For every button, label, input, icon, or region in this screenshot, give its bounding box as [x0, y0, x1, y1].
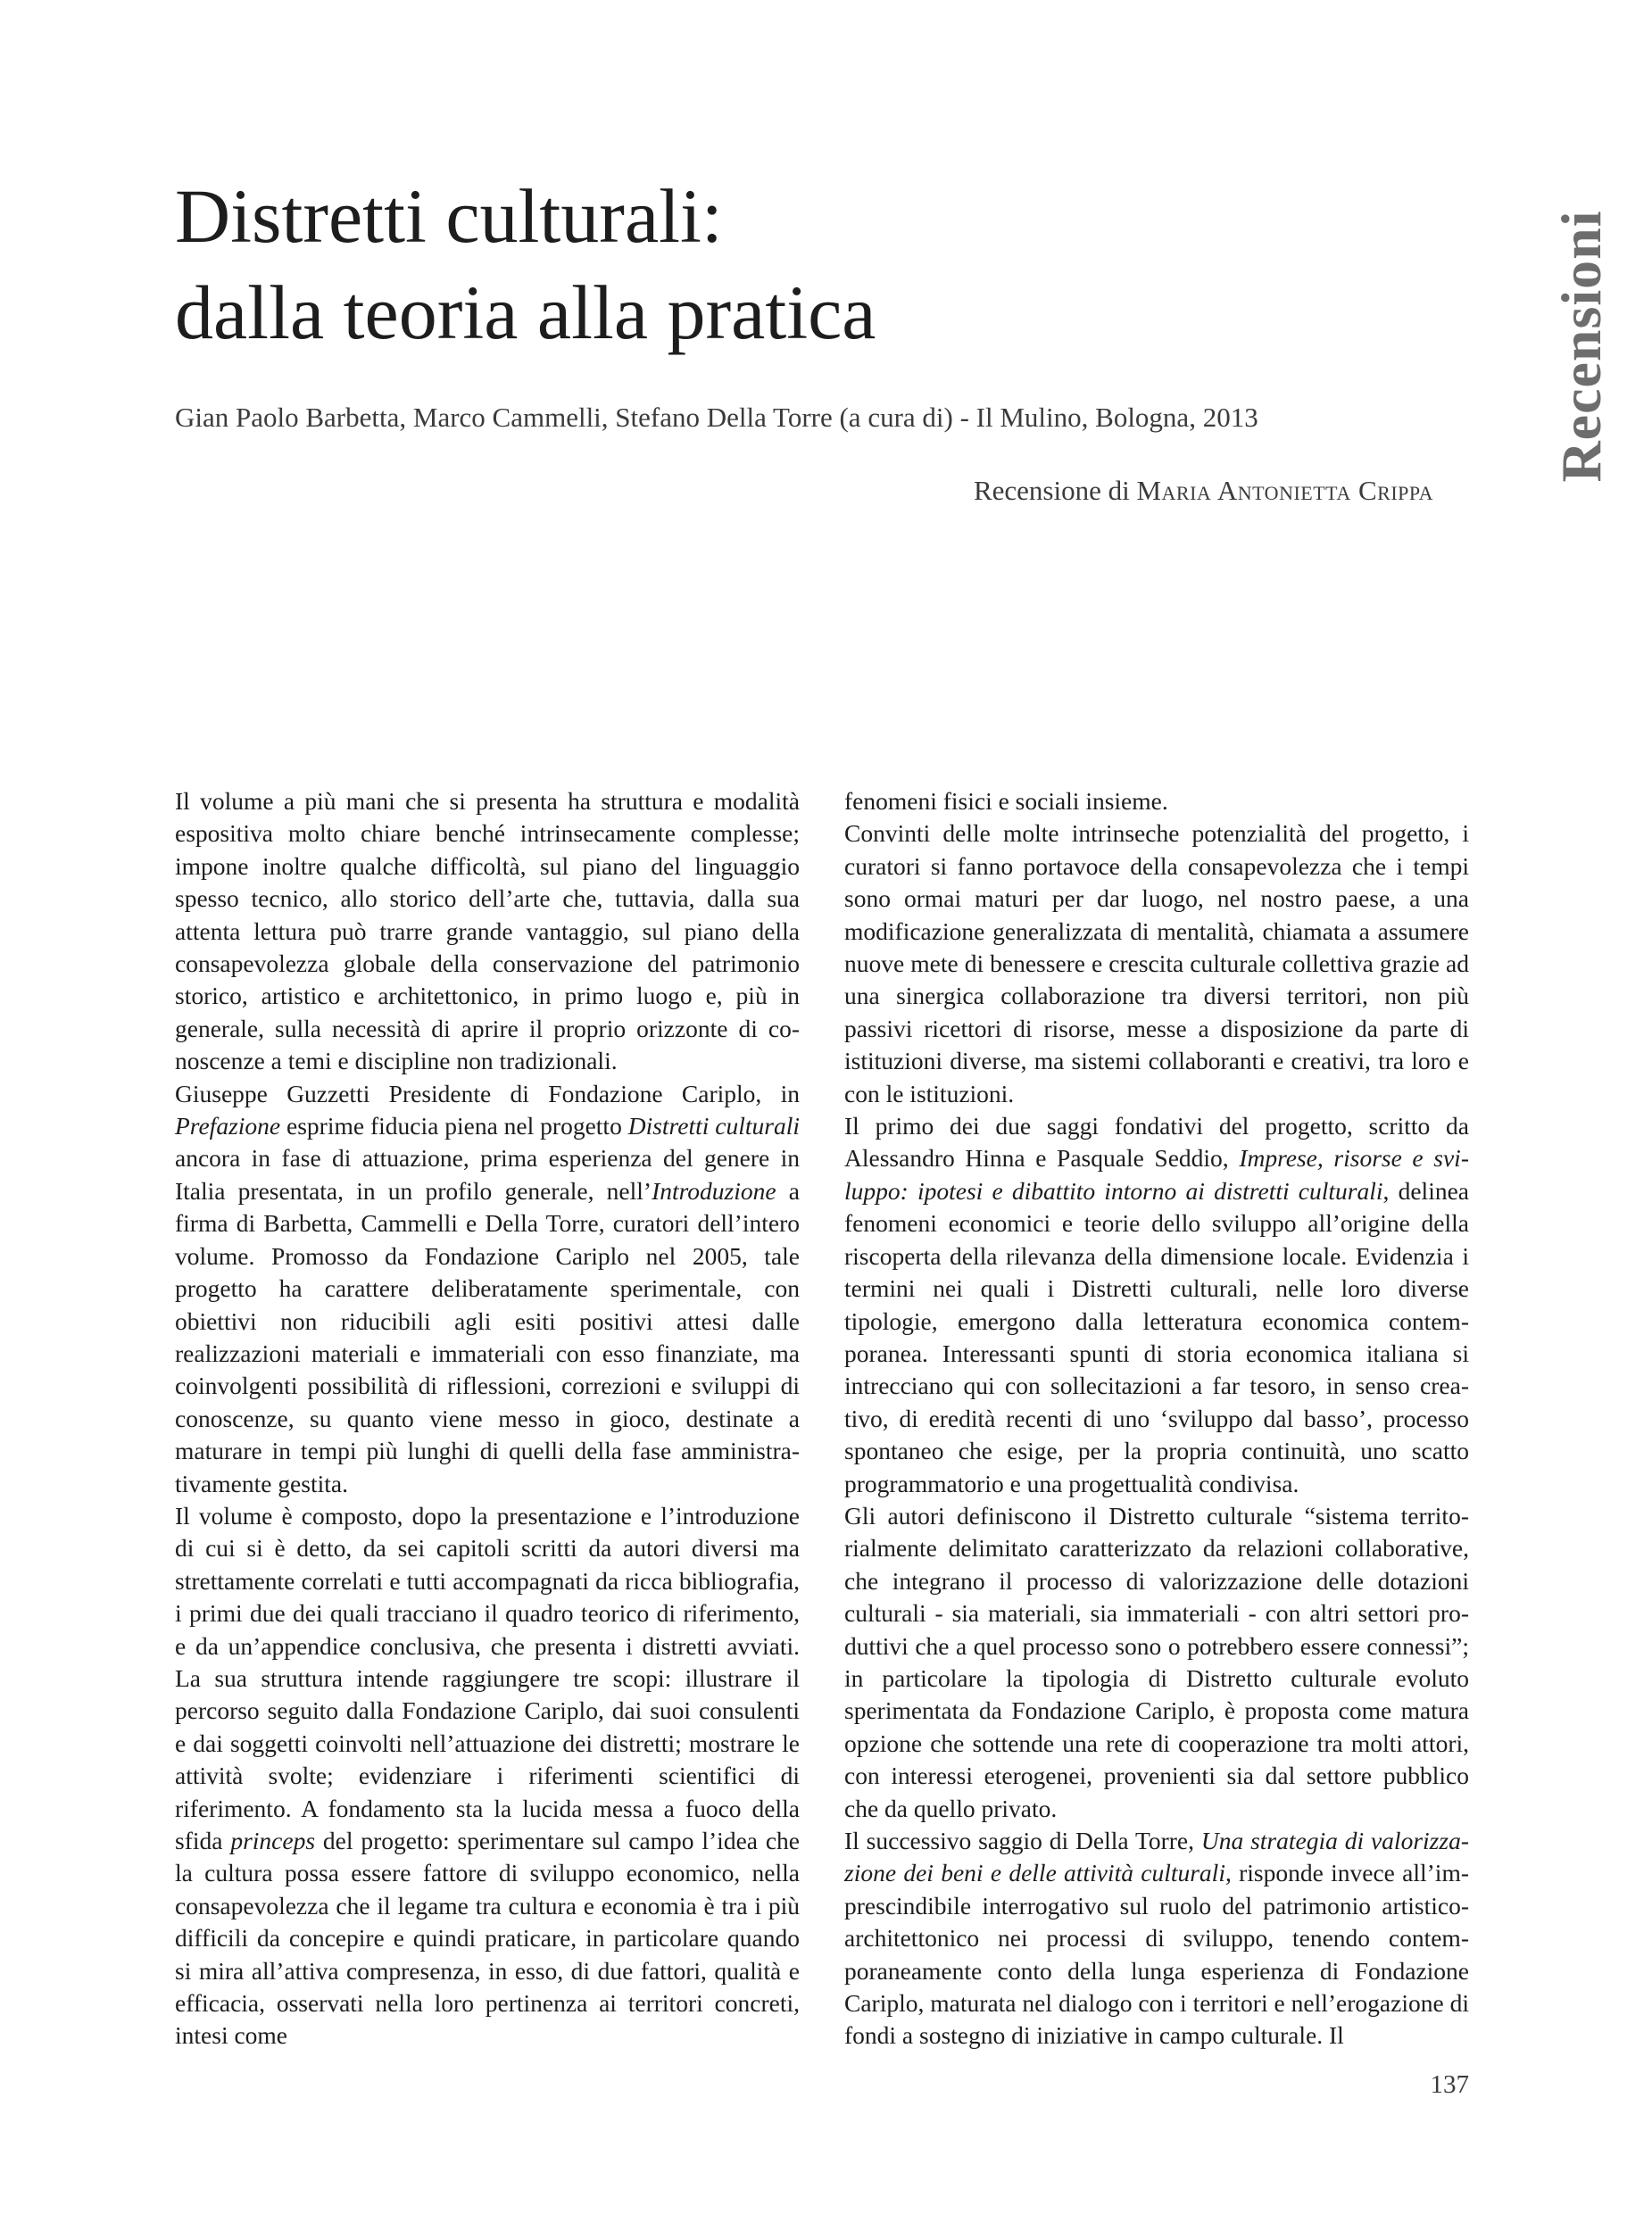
paragraph-text: Il volume è composto, dopo la presentazione e l’introduzione di cui si è detto, da sei capitoli scritti da autori diversi ma strettamente correlati e tutti accompagnati da ricca bibliografia, i primi due dei quali tracciano il quadro teorico di riferimento, e da un’appendice conclusiva, che presenta i distretti avviati. La sua struttura intende raggiungere tre scopi: illustrare il percorso seguito dalla Fondazione Cariplo, dai suoi consulenti e dai soggetti coinvolti nell’attuazione dei distretti; mostrare le attività svolte; evidenziare i riferimenti scientifici di riferimento. A fondamento sta la lucida messa a fuoco della sfida	[175, 1501, 800, 1854]
paragraph-text: del progetto: sperimentare sul campo l’idea che la cultura possa essere fattore di sviluppo economico, nella consapevolezza che il legame tra cultura e economia è tra i più difficili da concepire e quindi praticare, in particolare quando si mira all’attiva compresenza, in esso, di due fattori, qualità e efficacia, osservati nella loro pertinenza ai territori concreti, intesi come	[175, 1827, 800, 2050]
book-citation: Gian Paolo Barbetta, Marco Cammelli, Stefano Della Torre (a cura di) - Il Mulino, Bologna, 2013	[175, 402, 1258, 433]
paragraph-text: Gli autori definiscono il Distretto culturale “sistema territorialmente delimitato caratterizzato da relazioni collaborative, che integrano il processo di valorizzazione delle dotazioni culturali - sia materiali, sia immateriali - con altri settori produttivi che a quel processo sono o potrebbero essere connessi”; in particolare la tipologia di Distretto culturale evoluto sperimentata da Fondazione Cariplo, è proposta come matura opzione che sottende una rete di cooperazione tra molti attori, con interessi eterogenei, provenienti sia dal settore pubblico che da quello privato.	[844, 1501, 1469, 1822]
italic-title-text: princeps	[230, 1827, 316, 1854]
section-tab-label: Recensioni	[1549, 210, 1613, 483]
article-title	[175, 168, 1514, 361]
section-tab	[1528, 203, 1635, 489]
italic-title-text: Introduzione	[652, 1176, 776, 1205]
paragraph-text: esprime fiducia piena nel progetto	[280, 1112, 628, 1140]
right-text-column	[844, 785, 1469, 2052]
paragraph-text: Convinti delle molte intrinseche potenzialità del progetto, i curatori si fanno portavoce della consapevolezza che i tempi sono ormai maturi per dar luogo, nel nostro paese, a una modificazione generalizzata di mentalità, chiamata a assumere nuove mete di benessere e crescita culturale collettiva grazie ad una sinergica collaborazione tra diversi territori, non più passivi ricettori di risorse, messe a disposizione da parte di istituzioni diverse, ma sistemi collaboranti e creativi, tra loro e con le istituzioni.	[844, 819, 1469, 1107]
reviewer-credit	[974, 473, 1433, 509]
reviewer-prefix: Recensione di	[973, 475, 1130, 506]
paragraph-text: Giuseppe Guzzetti Presidente di Fondazione Cariplo, in	[175, 1079, 800, 1107]
paragraph-text: , risponde invece all’imprescindibile interrogativo sul ruolo del patrimonio artistico-architettonico nei processi di sviluppo, tenendo contemporaneamente conto della lunga esperienza di Fondazione Cariplo, maturata nel dialogo con i territori e nell’erogazione di fondi a sostegno di iniziative in campo culturale. Il	[844, 1859, 1470, 2050]
paragraph-text: fenomeni fisici e sociali insieme.	[844, 787, 1168, 815]
body-paragraph	[844, 1825, 1469, 2052]
left-text-column	[175, 785, 800, 2052]
paragraph-text: a firma di Barbetta, Cammelli e Della Torre, curatori dell’intero volume. Promosso da Fondazione Cariplo nel 2005, tale progetto ha carattere deliberatamente sperimentale, con obiettivi non riducibili agli esiti positivi attesi dalle realizzazioni materiali e immateriali con esso finanziate, ma coinvolgenti possibilità di riflessioni, correzioni e sviluppi di conoscenze, su quanto viene messo in gioco, destinate a maturare in tempi più lunghi di quelli della fase amministrativamente gestita.	[175, 1176, 800, 1497]
paragraph-text: Il volume a più mani che si presenta ha struttura e modalità espositiva molto chiare benché intrinsecamente complesse; impone inoltre qualche difficoltà, sul piano del linguaggio spesso tecnico, allo storico dell’arte che, tuttavia, dalla sua attenta lettura può trarre grande vantaggio, sul piano della consapevolezza globale della conservazione del patrimonio storico, artistico e architettonico, in primo luogo e, più in generale, sulla necessità di aprire il proprio orizzonte di conoscenze a temi e discipline non tradizionali.	[175, 787, 800, 1075]
paragraph-text: Il primo dei due saggi fondativi del progetto, scritto da Alessandro Hinna e Pasquale Seddio,	[844, 1112, 1469, 1173]
body-paragraph	[175, 1078, 800, 1500]
italic-title-text: Una strategia di valorizzazione dei beni e delle attività culturali	[844, 1827, 1469, 1887]
title-line-2: dalla teoria alla pratica	[175, 269, 876, 355]
body-paragraph	[844, 1500, 1469, 1825]
reviewer-name: Maria Antonietta Crippa	[1136, 475, 1433, 506]
body-paragraph	[844, 785, 1469, 817]
paragraph-text: , delinea fenomeni economici e teorie dello sviluppo all’origine della riscoperta della rilevanza della dimensione locale. Evidenzia i termini nei quali i Distretti culturali, nelle loro diverse tipologie, emergono dalla letteratura economica contemporanea. Interessanti spunti di storia economica italiana si intrecciano qui con sollecitazioni a far tesoro, in senso creativo, di eredità recenti di uno ‘sviluppo dal basso’, processo spontaneo che esige, per la propria continuità, uno scatto programmatorio e una progettualità condivisa.	[844, 1176, 1469, 1497]
italic-title-text: Distretti culturali	[627, 1112, 800, 1140]
body-paragraph	[844, 1110, 1469, 1500]
body-paragraph	[844, 817, 1469, 1110]
body-paragraph	[175, 1500, 800, 2052]
body-paragraph	[175, 785, 800, 1078]
italic-title-text: Imprese, risorse e sviluppo: ipotesi e dibattito intorno ai distretti culturali	[844, 1144, 1469, 1205]
title-line-1: Distretti culturali:	[175, 173, 723, 259]
paragraph-text: ancora in fase di attuazione, prima esperienza del genere in Italia presentata, in un profilo generale, nell’	[175, 1144, 800, 1205]
page-number: 137	[1430, 2070, 1469, 2099]
paragraph-text: Il successivo saggio di Della Torre,	[844, 1827, 1201, 1854]
italic-title-text: Prefazione	[175, 1112, 281, 1140]
